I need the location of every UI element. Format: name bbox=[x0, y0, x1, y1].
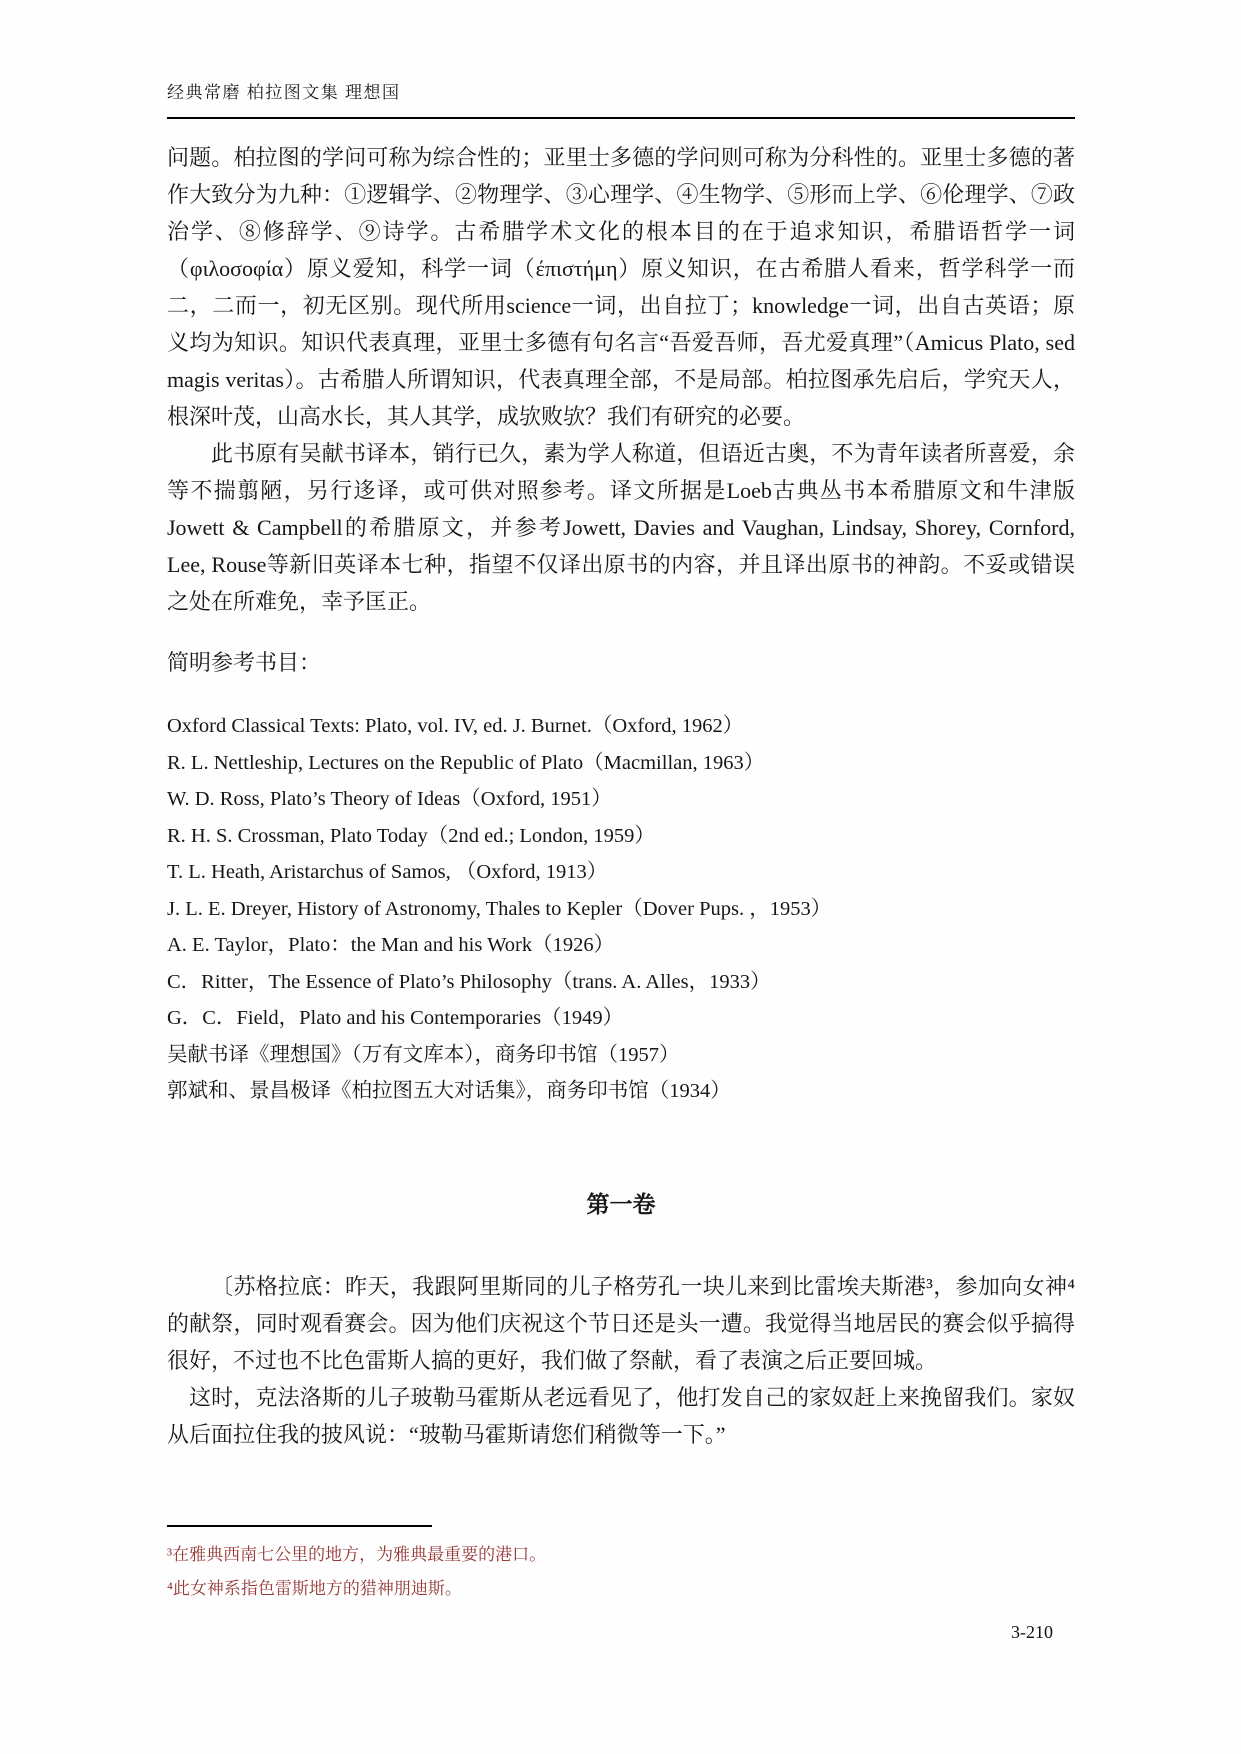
footnote-entry: ⁴此女神系指色雷斯地方的猎神朋迪斯。 bbox=[167, 1579, 462, 1598]
bibliography-entry: G．C．Field，Plato and his Contemporaries（1949） bbox=[167, 1007, 624, 1029]
bibliography-list bbox=[167, 708, 1075, 1110]
footnote-area bbox=[167, 1525, 1075, 1606]
running-header-title: 经典常磨 柏拉图文集 理想国 bbox=[167, 83, 401, 102]
page-body bbox=[167, 139, 1075, 1453]
bibliography-entry: T. L. Heath, Aristarchus of Samos, （Oxford, 1913） bbox=[167, 861, 608, 883]
intro-paragraph-2: 此书原有吴献书译本，销行已久，素为学人称道，但语近古奥，不为青年读者所喜爱，余等不揣翦陋，另行迻译，或可供对照参考。译文所据是Loeb古典丛书本希腊原文和牛津版Jowett & Campbell的希腊原文，并参考Jowett, Davies and Vaughan, Lindsay, Shorey, Cornford, Lee, Rouse等新旧英译本七种，指望不仅译出原书的内容，并且译出原书的神韵。不妥或错误之处在所难免，幸予匡正。 bbox=[167, 441, 1075, 614]
section-paragraph-1: 〔苏格拉底：昨天，我跟阿里斯同的儿子格劳孔一块儿来到比雷埃夫斯港³，参加向女神⁴的献祭，同时观看赛会。因为他们庆祝这个节日还是头一遭。我觉得当地居民的赛会似乎搞得很好，不过也不比色雷斯人搞的更好，我们做了祭献，看了表演之后正要回城。 bbox=[167, 1273, 1075, 1373]
intro-paragraph-1: 问题。柏拉图的学问可称为综合性的；亚里士多德的学问则可称为分科性的。亚里士多德的著作大致分为九种：①逻辑学、②物理学、③心理学、④生物学、⑤形而上学、⑥伦理学、⑦政治学、⑧修辞学、⑨诗学。古希腊学术文化的根本目的在于追求知识，希腊语哲学一词（φιλοσοφία）原义爱知，科学一词（έπιστήμη）原义知识，在古希腊人看来，哲学科学一而二，二而一，初无区别。现代所用science一词，出自拉丁；knowledge一词，出自古英语；原义均为知识。知识代表真理，亚里士多德有句名言“吾爱吾师，吾尤爱真理”（Amicus Plato, sed magis veritas）。古希腊人所谓知识，代表真理全部，不是局部。柏拉图承先启后，学究天人，根深叶茂，山高水长，其人其学，成欤败欤？我们有研究的必要。 bbox=[167, 145, 1075, 429]
bibliography-entry: J. L. E. Dreyer, History of Astronomy, Thales to Kepler（Dover Pups. ，1953） bbox=[167, 897, 832, 920]
page-header bbox=[167, 78, 1075, 119]
bibliography-entry: R. H. S. Crossman, Plato Today（2nd ed.; London, 1959） bbox=[167, 824, 655, 847]
bibliography-entry: 郭斌和、景昌极译《柏拉图五大对话集》，商务印书馆（1934） bbox=[167, 1080, 731, 1102]
footnote-entry: ³在雅典西南七公里的地方，为雅典最重要的港口。 bbox=[167, 1545, 547, 1564]
bibliography-entry: C．Ritter，The Essence of Plato’s Philosophy（trans. A. Alles，1933） bbox=[167, 970, 771, 993]
footnote-separator-rule bbox=[167, 1525, 432, 1527]
section-title: 第一卷 bbox=[586, 1190, 656, 1217]
footnote-list bbox=[167, 1538, 1075, 1606]
page-number: 3-210 bbox=[1011, 1622, 1053, 1642]
section-paragraph-2: 这时，克法洛斯的儿子玻勒马霍斯从老远看见了，他打发自己的家奴赶上来挽留我们。家奴从后面拉住我的披风说：“玻勒马霍斯请您们稍微等一下。” bbox=[167, 1384, 1075, 1447]
bibliography-entry: R. L. Nettleship, Lectures on the Republic of Plato（Macmillan, 1963） bbox=[167, 751, 765, 774]
bibliography-entry: A. E. Taylor，Plato：the Man and his Work（1926） bbox=[167, 934, 615, 956]
bibliography-entry: Oxford Classical Texts: Plato, vol. IV, ed. J. Burnet.（Oxford, 1962） bbox=[167, 715, 744, 737]
header-rule bbox=[167, 117, 1075, 119]
bibliography-entry: W. D. Ross, Plato’s Theory of Ideas（Oxford, 1951） bbox=[167, 788, 612, 810]
bibliography-entry: 吴献书译《理想国》（万有文库本），商务印书馆（1957） bbox=[167, 1043, 680, 1066]
bibliography-heading: 简明参考书目： bbox=[167, 650, 322, 675]
